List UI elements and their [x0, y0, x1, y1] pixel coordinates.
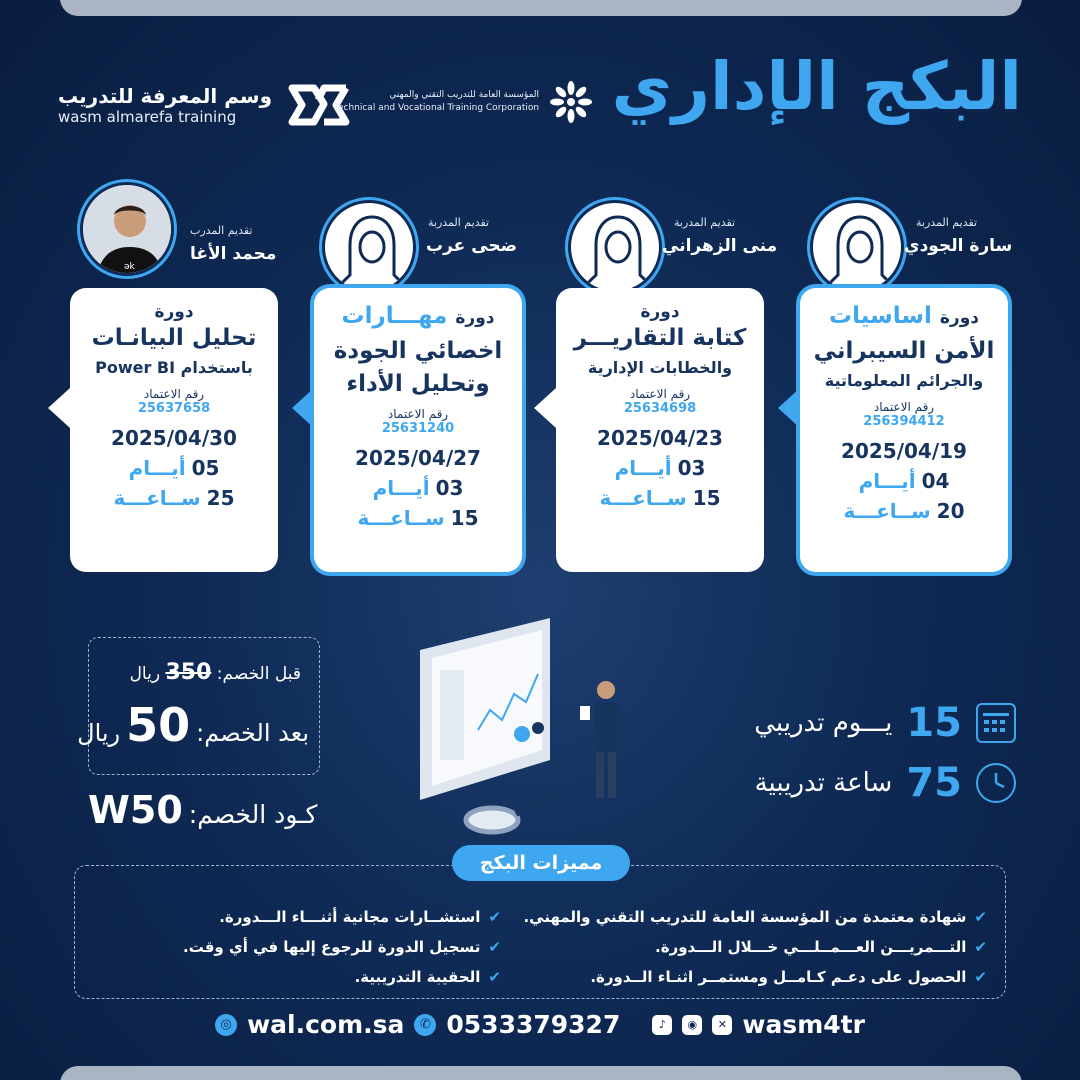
hours-unit: ســاعـــة [113, 486, 201, 510]
days-unit: أيـــام [858, 469, 916, 493]
discount-code-label: كـود الخصم: [188, 800, 318, 829]
arrow-icon [778, 388, 800, 428]
tvtc-logo-arabic: المؤسسة العامة للتدريب التقني والمهني [389, 90, 540, 100]
course-date: 2025/04/19 [841, 439, 967, 463]
course-card-reports[interactable] [556, 288, 764, 572]
hours-unit: ســاعـــة [599, 486, 687, 510]
course-card-quality[interactable] [314, 288, 522, 572]
female-avatar-icon [810, 200, 904, 294]
stat-hours [755, 760, 1016, 806]
social-handle[interactable]: wasm4tr [742, 1010, 865, 1039]
course-title-highlight: مهـــارات [341, 303, 448, 329]
presenter-4 [60, 182, 290, 292]
course-title: اخصائي الجودة [333, 338, 503, 364]
stat-days-label: يـــوم تدريبي [754, 708, 893, 738]
course-date: 2025/04/27 [355, 446, 481, 470]
wasm-logo [58, 78, 354, 132]
feature-item: ✔استشــارات مجانية أثنـــاء الـــدورة. [219, 908, 501, 926]
days-unit: أيـــام [614, 456, 672, 480]
accreditation-number: 25631240 [381, 421, 455, 436]
price-before-value: 350 [165, 660, 212, 685]
presenter-4-label: تقديم المدرب [190, 224, 253, 237]
accreditation-number: 25637658 [137, 401, 211, 416]
stat-hours-label: ساعة تدريبية [754, 768, 893, 798]
check-icon: ✔ [488, 968, 501, 986]
svg-text:ək: ək [124, 262, 135, 272]
check-icon: ✔ [974, 938, 987, 956]
stat-days [754, 700, 1016, 746]
features-right-column [523, 902, 987, 992]
arrow-icon [534, 388, 556, 428]
tvtc-logo-english: Technical and Vocational Training Corporation [334, 103, 540, 113]
pricing-box [77, 637, 320, 775]
course-pre: دورة [640, 302, 680, 322]
days-unit: أيـــام [128, 456, 186, 480]
hours-unit: ســاعـــة [843, 499, 931, 523]
phone-number[interactable]: 0533379327 [446, 1010, 621, 1039]
phone-icon: ✆ [414, 1014, 436, 1036]
discount-code [88, 788, 317, 832]
days-number: 05 [191, 456, 220, 480]
days-unit: أيـــام [372, 476, 430, 500]
discount-code-value: W50 [88, 788, 183, 832]
hours-number: 20 [936, 499, 965, 523]
presenter-4-name: محمد الأغا [190, 244, 277, 264]
hours-number: 15 [450, 506, 479, 530]
course-subtitle: وتحليل الأداء [346, 371, 490, 397]
course-card-powerbi[interactable] [70, 288, 278, 572]
hours-unit: ســاعـــة [357, 506, 445, 530]
presenter-3-name: ضحى عرب [426, 236, 518, 256]
website-link[interactable]: wal.com.sa [247, 1010, 405, 1039]
analytics-illustration [410, 610, 630, 840]
course-title-highlight: اساسيات [828, 303, 932, 329]
presenter-1-label: تقديم المدربة [916, 216, 978, 229]
days-number: 03 [677, 456, 706, 480]
tiktok-icon[interactable]: ♪ [652, 1015, 672, 1035]
accreditation-label: رقم الاعتماد [629, 387, 691, 401]
wasm-logo-english: wasm almarefa training [58, 108, 237, 126]
check-icon: ✔ [488, 908, 501, 926]
tvtc-flower-icon [547, 78, 595, 126]
course-pre: دورة [455, 308, 495, 328]
top-decor-bar [60, 0, 1022, 16]
calendar-icon [976, 703, 1016, 743]
arrow-icon [292, 388, 314, 428]
course-pre: دورة [939, 308, 980, 328]
days-number: 04 [921, 469, 950, 493]
currency-label: ريال [77, 719, 121, 747]
features-box [74, 865, 1006, 999]
price-before-label: قبل الخصم: [216, 664, 301, 684]
course-subtitle: باستخدام Power BI [95, 358, 253, 377]
feature-item: ✔شهادة معتمدة من المؤسسة العامة للتدريب التقني والمهني. [523, 908, 987, 926]
globe-icon: ◎ [215, 1014, 237, 1036]
accreditation-number: 256394412 [863, 414, 945, 429]
course-subtitle: والجرائم المعلوماتية [824, 371, 984, 390]
presenter-3-label: تقديم المدربة [428, 216, 490, 229]
price-before [130, 660, 301, 685]
presenter-1 [790, 182, 1020, 292]
stat-hours-value: 75 [906, 760, 962, 806]
hours-number: 25 [206, 486, 235, 510]
course-pre: دورة [154, 302, 194, 322]
wasm-logo-arabic: وسم المعرفة للتدريب [58, 84, 273, 108]
features-title: مميزات البكج [452, 845, 630, 881]
currency-label: ريال [129, 664, 161, 684]
course-subtitle: والخطابات الإدارية [587, 358, 733, 377]
course-card-cybersecurity[interactable] [800, 288, 1008, 572]
presenter-2-label: تقديم المدربة [674, 216, 736, 229]
accreditation-number: 25634698 [623, 401, 697, 416]
check-icon: ✔ [974, 908, 987, 926]
female-avatar-icon [322, 200, 416, 294]
feature-item: ✔الحقيبة التدريبية. [354, 968, 501, 986]
check-icon: ✔ [488, 938, 501, 956]
check-icon: ✔ [974, 968, 987, 986]
female-avatar-icon [568, 200, 662, 294]
presenter-2-name: منى الزهراني [662, 236, 778, 256]
accreditation-label: رقم الاعتماد [387, 407, 449, 421]
days-number: 03 [435, 476, 464, 500]
presenter-3 [302, 182, 532, 292]
male-photo-avatar [80, 182, 174, 276]
feature-item: ✔تسجيل الدورة للرجوع إليها في أي وقت. [183, 938, 501, 956]
accreditation-label: رقم الاعتماد [143, 387, 205, 401]
tvtc-logo [334, 78, 595, 126]
course-title: كتابة التقاريـــر [573, 325, 747, 351]
x-icon[interactable]: ✕ [712, 1015, 732, 1035]
features-left-column [183, 902, 501, 992]
presenter-2 [548, 182, 778, 292]
page-title: البكج الإداري [611, 48, 1022, 125]
course-date: 2025/04/23 [597, 426, 723, 450]
price-after-label: بعد الخصم: [196, 719, 309, 747]
bottom-decor-bar [60, 1066, 1022, 1080]
price-after-value: 50 [126, 698, 191, 752]
price-after [77, 698, 309, 752]
course-title: تحليل البيانـات [91, 325, 257, 351]
instagram-icon[interactable]: ◉ [682, 1015, 702, 1035]
clock-icon [976, 763, 1016, 803]
course-date: 2025/04/30 [111, 426, 237, 450]
feature-item: ✔الحصول على دعـم كـامــل ومستمــر اثنـاء الــدورة. [590, 968, 987, 986]
course-title: الأمن السيبراني [813, 338, 995, 364]
arrow-icon [48, 388, 70, 428]
hours-number: 15 [692, 486, 721, 510]
presenter-1-name: سارة الجودي [904, 236, 1013, 256]
stat-days-value: 15 [906, 700, 962, 746]
footer-contacts [0, 1010, 1080, 1039]
accreditation-label: رقم الاعتماد [873, 400, 935, 414]
feature-item: ✔التـــمريـــن العـــمــلـــي خـــلال الـــدورة. [655, 938, 987, 956]
